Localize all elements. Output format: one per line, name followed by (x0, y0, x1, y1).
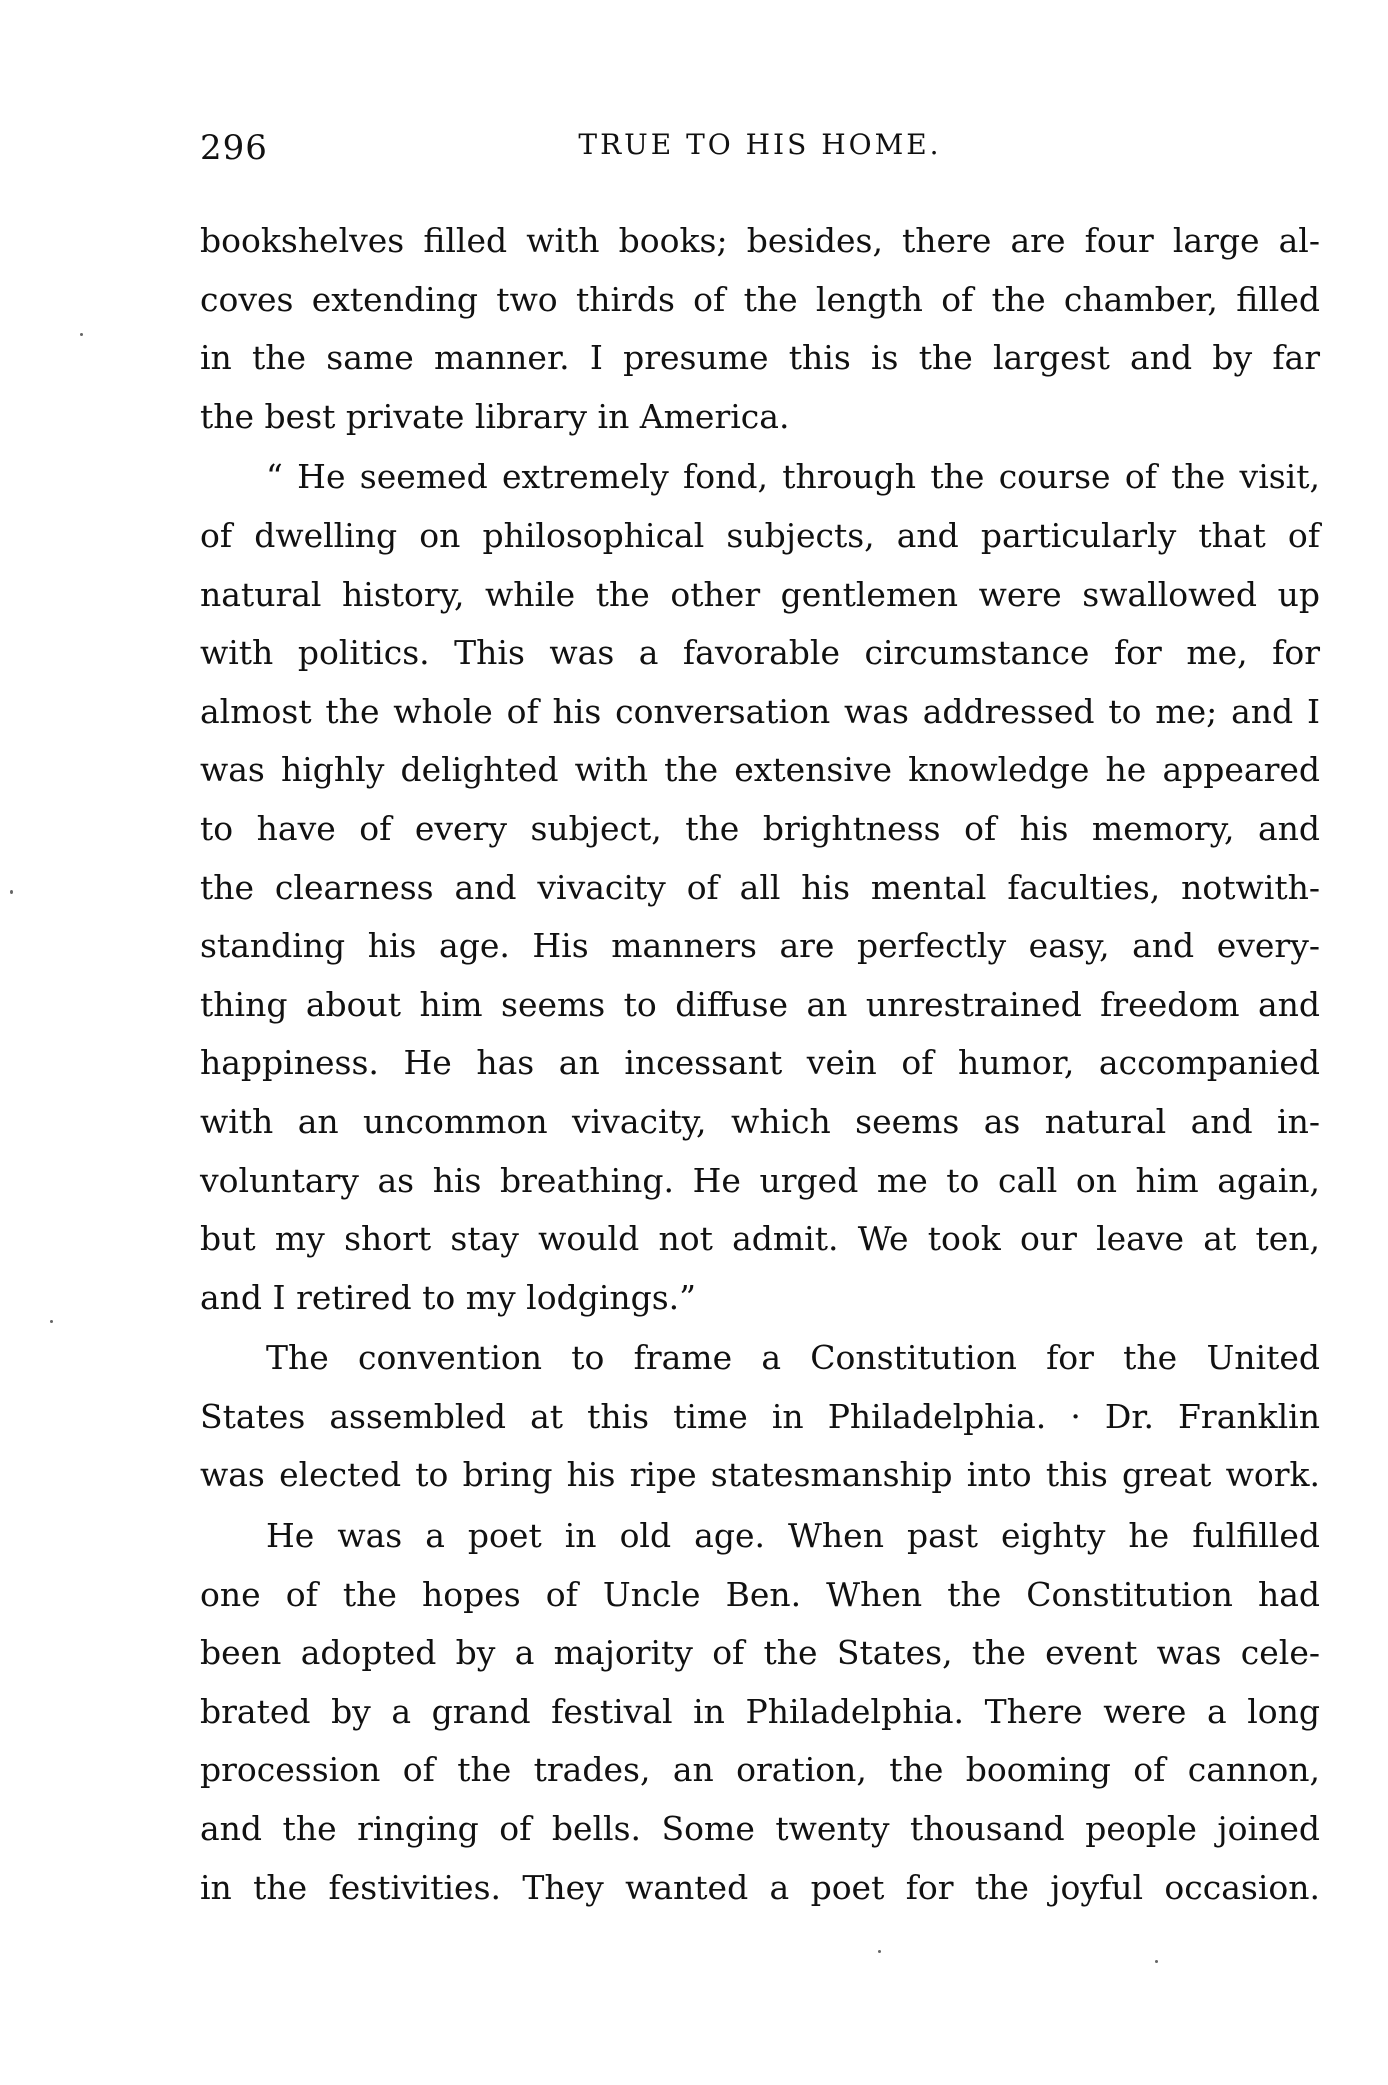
text-line: one of the hopes of Uncle Ben. When the Constitution had (200, 1574, 1320, 1614)
text-line: with politics. This was a favorable circumstance for me, for (200, 633, 1320, 673)
text-line: and I retired to my lodgings.” (200, 1277, 697, 1317)
page-header (200, 128, 1320, 178)
text-line: almost the whole of his conversation was addressed to me; and I (200, 691, 1320, 731)
scan-speck (50, 1320, 53, 1323)
text-line: to have of every subject, the brightness of his memory, and (200, 808, 1320, 848)
text-line: standing his age. His manners are perfectly easy, and every- (200, 926, 1320, 966)
text-line: thing about him seems to diffuse an unrestrained freedom and (200, 984, 1320, 1024)
scan-speck (878, 1950, 881, 1953)
text-line: but my short stay would not admit. We took our leave at ten, (200, 1219, 1320, 1259)
text-line: the clearness and vivacity of all his mental faculties, notwith- (200, 867, 1320, 907)
scan-speck (1155, 1960, 1158, 1963)
text-line: States assembled at this time in Philadelphia. · Dr. Franklin (200, 1396, 1320, 1436)
text-line: happiness. He has an incessant vein of humor, accompanied (200, 1043, 1320, 1083)
running-title: TRUE TO HIS HOME. (578, 128, 942, 161)
paragraph-2 (200, 448, 1320, 1327)
text-line: “ He seemed extremely fond, through the course of the visit, (266, 457, 1320, 497)
text-line: and the ringing of bells. Some twenty thousand people joined (200, 1809, 1320, 1849)
text-line: He was a poet in old age. When past eighty he fulfilled (266, 1516, 1320, 1556)
text-line: natural history, while the other gentlemen were swallowed up (200, 574, 1320, 614)
text-line: The convention to frame a Constitution for the United (266, 1338, 1320, 1378)
text-line: procession of the trades, an oration, the booming of cannon, (200, 1750, 1320, 1790)
text-line: the best private library in America. (200, 396, 790, 436)
scan-speck (80, 333, 83, 336)
paragraph-3 (200, 1329, 1320, 1505)
text-line: coves extending two thirds of the length of the chamber, filled (200, 279, 1320, 319)
text-line: was elected to bring his ripe statesmanship into this great work. (200, 1455, 1320, 1495)
text-line: brated by a grand festival in Philadelphia. There were a long (200, 1691, 1320, 1731)
text-line: of dwelling on philosophical subjects, and particularly that of (200, 515, 1320, 555)
text-line: been adopted by a majority of the States, the event was cele- (200, 1633, 1320, 1673)
body-text (200, 212, 1320, 1917)
text-line: with an uncommon vivacity, which seems as natural and in- (200, 1101, 1320, 1141)
text-line: was highly delighted with the extensive knowledge he appeared (200, 750, 1320, 790)
text-line: voluntary as his breathing. He urged me to call on him again, (200, 1160, 1320, 1200)
paragraph-1 (200, 212, 1320, 446)
text-line: in the same manner. I presume this is the largest and by far (200, 338, 1320, 378)
text-line: bookshelves filled with books; besides, there are four large al- (200, 221, 1320, 260)
paragraph-4 (200, 1507, 1320, 1917)
scan-speck (10, 890, 13, 894)
page-number: 296 (200, 128, 268, 168)
text-line: in the festivities. They wanted a poet for the joyful occasion. (200, 1867, 1320, 1907)
